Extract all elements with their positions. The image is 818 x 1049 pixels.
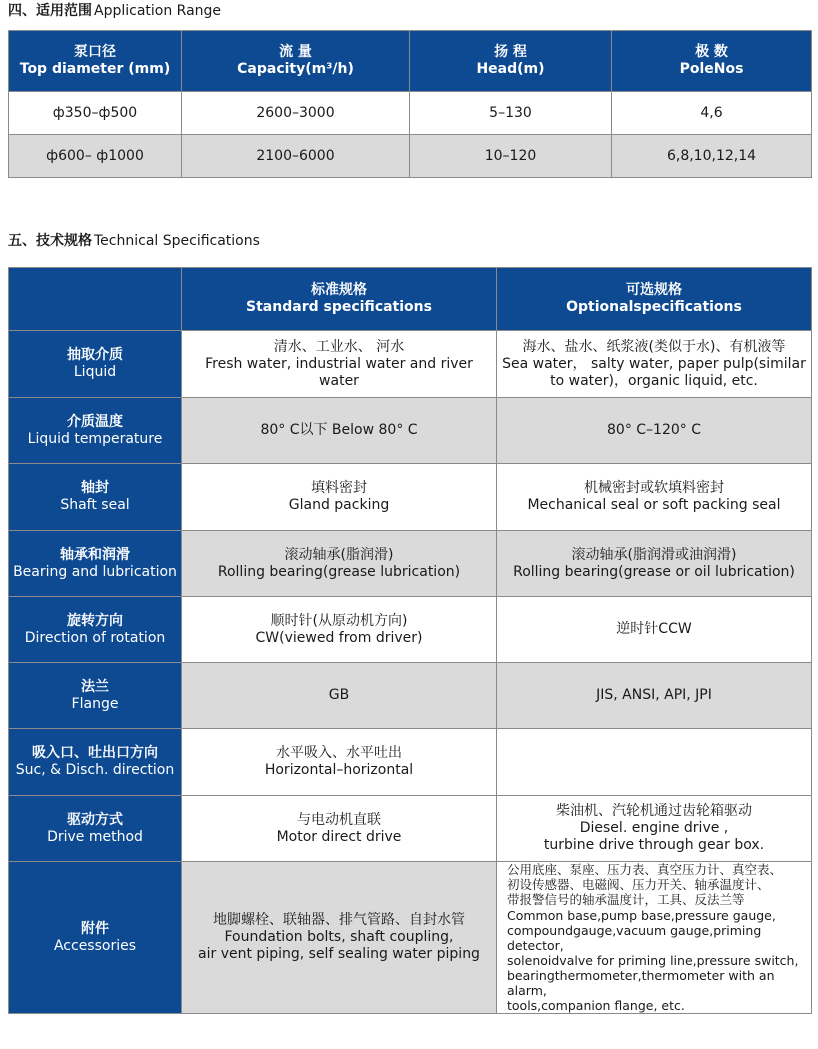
cell-poles: 4,6 [612, 92, 812, 135]
optional-rotation: 逆时针CCW [497, 597, 812, 663]
standard-accessories: 地脚螺栓、联轴器、排气管路、自封水管 Foundation bolts, shaft coupling, air vent piping, self sealing water piping [182, 862, 497, 1014]
table-row [9, 331, 812, 398]
standard-shaft-seal: 填料密封 Gland packing [182, 464, 497, 531]
section5-title [8, 230, 260, 250]
standard-liquid: 清水、工业水、 河水 Fresh water, industrial water and river water [182, 331, 497, 398]
table-header-row [9, 268, 812, 331]
section4-title [8, 0, 221, 20]
section5-title-en: Technical Specifications [94, 233, 260, 249]
optional-shaft-seal: 机械密封或软填料密封 Mechanical seal or soft packing seal [497, 464, 812, 531]
row-label-shaft-seal: 轴封 Shaft seal [9, 464, 182, 531]
cell-capacity: 2600–3000 [182, 92, 410, 135]
header-pole-nos: 极 数 PoleNos [612, 31, 812, 92]
standard-rotation: 顺时针(从原动机方向) CW(viewed from driver) [182, 597, 497, 663]
standard-suction-discharge: 水平吸入、水平吐出 Horizontal–horizontal [182, 729, 497, 796]
cell-head: 5–130 [410, 92, 612, 135]
row-label-flange: 法兰 Flange [9, 663, 182, 729]
header-head: 扬 程 Head(m) [410, 31, 612, 92]
standard-drive-method: 与电动机直联 Motor direct drive [182, 796, 497, 862]
standard-liquid-temperature: 80° C以下 Below 80° C [182, 398, 497, 464]
cell-poles: 6,8,10,12,14 [612, 135, 812, 178]
optional-bearing: 滚动轴承(脂润滑或油润滑) Rolling bearing(grease or oil lubrication) [497, 531, 812, 597]
row-label-liquid-temperature: 介质温度 Liquid temperature [9, 398, 182, 464]
cell-head: 10–120 [410, 135, 612, 178]
cell-diameter: ф600– ф1000 [9, 135, 182, 178]
row-label-accessories: 附件 Accessories [9, 862, 182, 1014]
table-row [9, 92, 812, 135]
header-capacity: 流 量 Capacity(m³/h) [182, 31, 410, 92]
table-row [9, 663, 812, 729]
optional-accessories: 公用底座、泵座、压力表、真空压力计、真空表、 初设传感器、电磁阀、压力开关、轴承温度计、 带报警信号的轴承温度计，工具、反法兰等 Common base,pump base,pressure gauge, compoundgauge,vacuum gauge,priming detector, solenoidvalve for priming line,pressure switch, bearingthermometer,thermometer with an alarm, tools,companion flange, etc. [497, 862, 812, 1014]
optional-liquid: 海水、盐水、纸浆液(类似于水)、有机液等 Sea water， salty water, paper pulp(similar to water)，organic liquid, etc. [497, 331, 812, 398]
table-row [9, 464, 812, 531]
header-optional: 可选规格 Optionalspecifications [497, 268, 812, 331]
standard-flange: GB [182, 663, 497, 729]
header-top-diameter: 泵口径 Top diameter (mm) [9, 31, 182, 92]
optional-drive-method: 柴油机、汽轮机通过齿轮箱驱动 Diesel. engine drive , turbine drive through gear box. [497, 796, 812, 862]
table-header-row [9, 31, 812, 92]
row-label-suction-discharge: 吸入口、吐出口方向 Suc, & Disch. direction [9, 729, 182, 796]
optional-liquid-temperature: 80° C–120° C [497, 398, 812, 464]
standard-bearing: 滚动轴承(脂润滑) Rolling bearing(grease lubrication) [182, 531, 497, 597]
row-label-drive-method: 驱动方式 Drive method [9, 796, 182, 862]
cell-diameter: ф350–ф500 [9, 92, 182, 135]
table-row [9, 597, 812, 663]
table-row [9, 531, 812, 597]
application-range-table [8, 30, 812, 178]
header-empty [9, 268, 182, 331]
row-label-bearing: 轴承和润滑 Bearing and lubrication [9, 531, 182, 597]
section5-title-cn: 五、技术规格 [8, 233, 92, 249]
table-row [9, 398, 812, 464]
table-row [9, 135, 812, 178]
optional-flange: JIS, ANSI, API, JPI [497, 663, 812, 729]
table-row [9, 729, 812, 796]
technical-specifications-table [8, 267, 812, 1014]
row-label-liquid: 抽取介质 Liquid [9, 331, 182, 398]
section4-title-en: Application Range [94, 3, 222, 19]
optional-suction-discharge [497, 729, 812, 796]
table-row [9, 796, 812, 862]
row-label-rotation: 旋转方向 Direction of rotation [9, 597, 182, 663]
table-row [9, 862, 812, 1014]
header-standard: 标准规格 Standard specifications [182, 268, 497, 331]
section4-title-cn: 四、适用范围 [8, 3, 92, 19]
cell-capacity: 2100–6000 [182, 135, 410, 178]
